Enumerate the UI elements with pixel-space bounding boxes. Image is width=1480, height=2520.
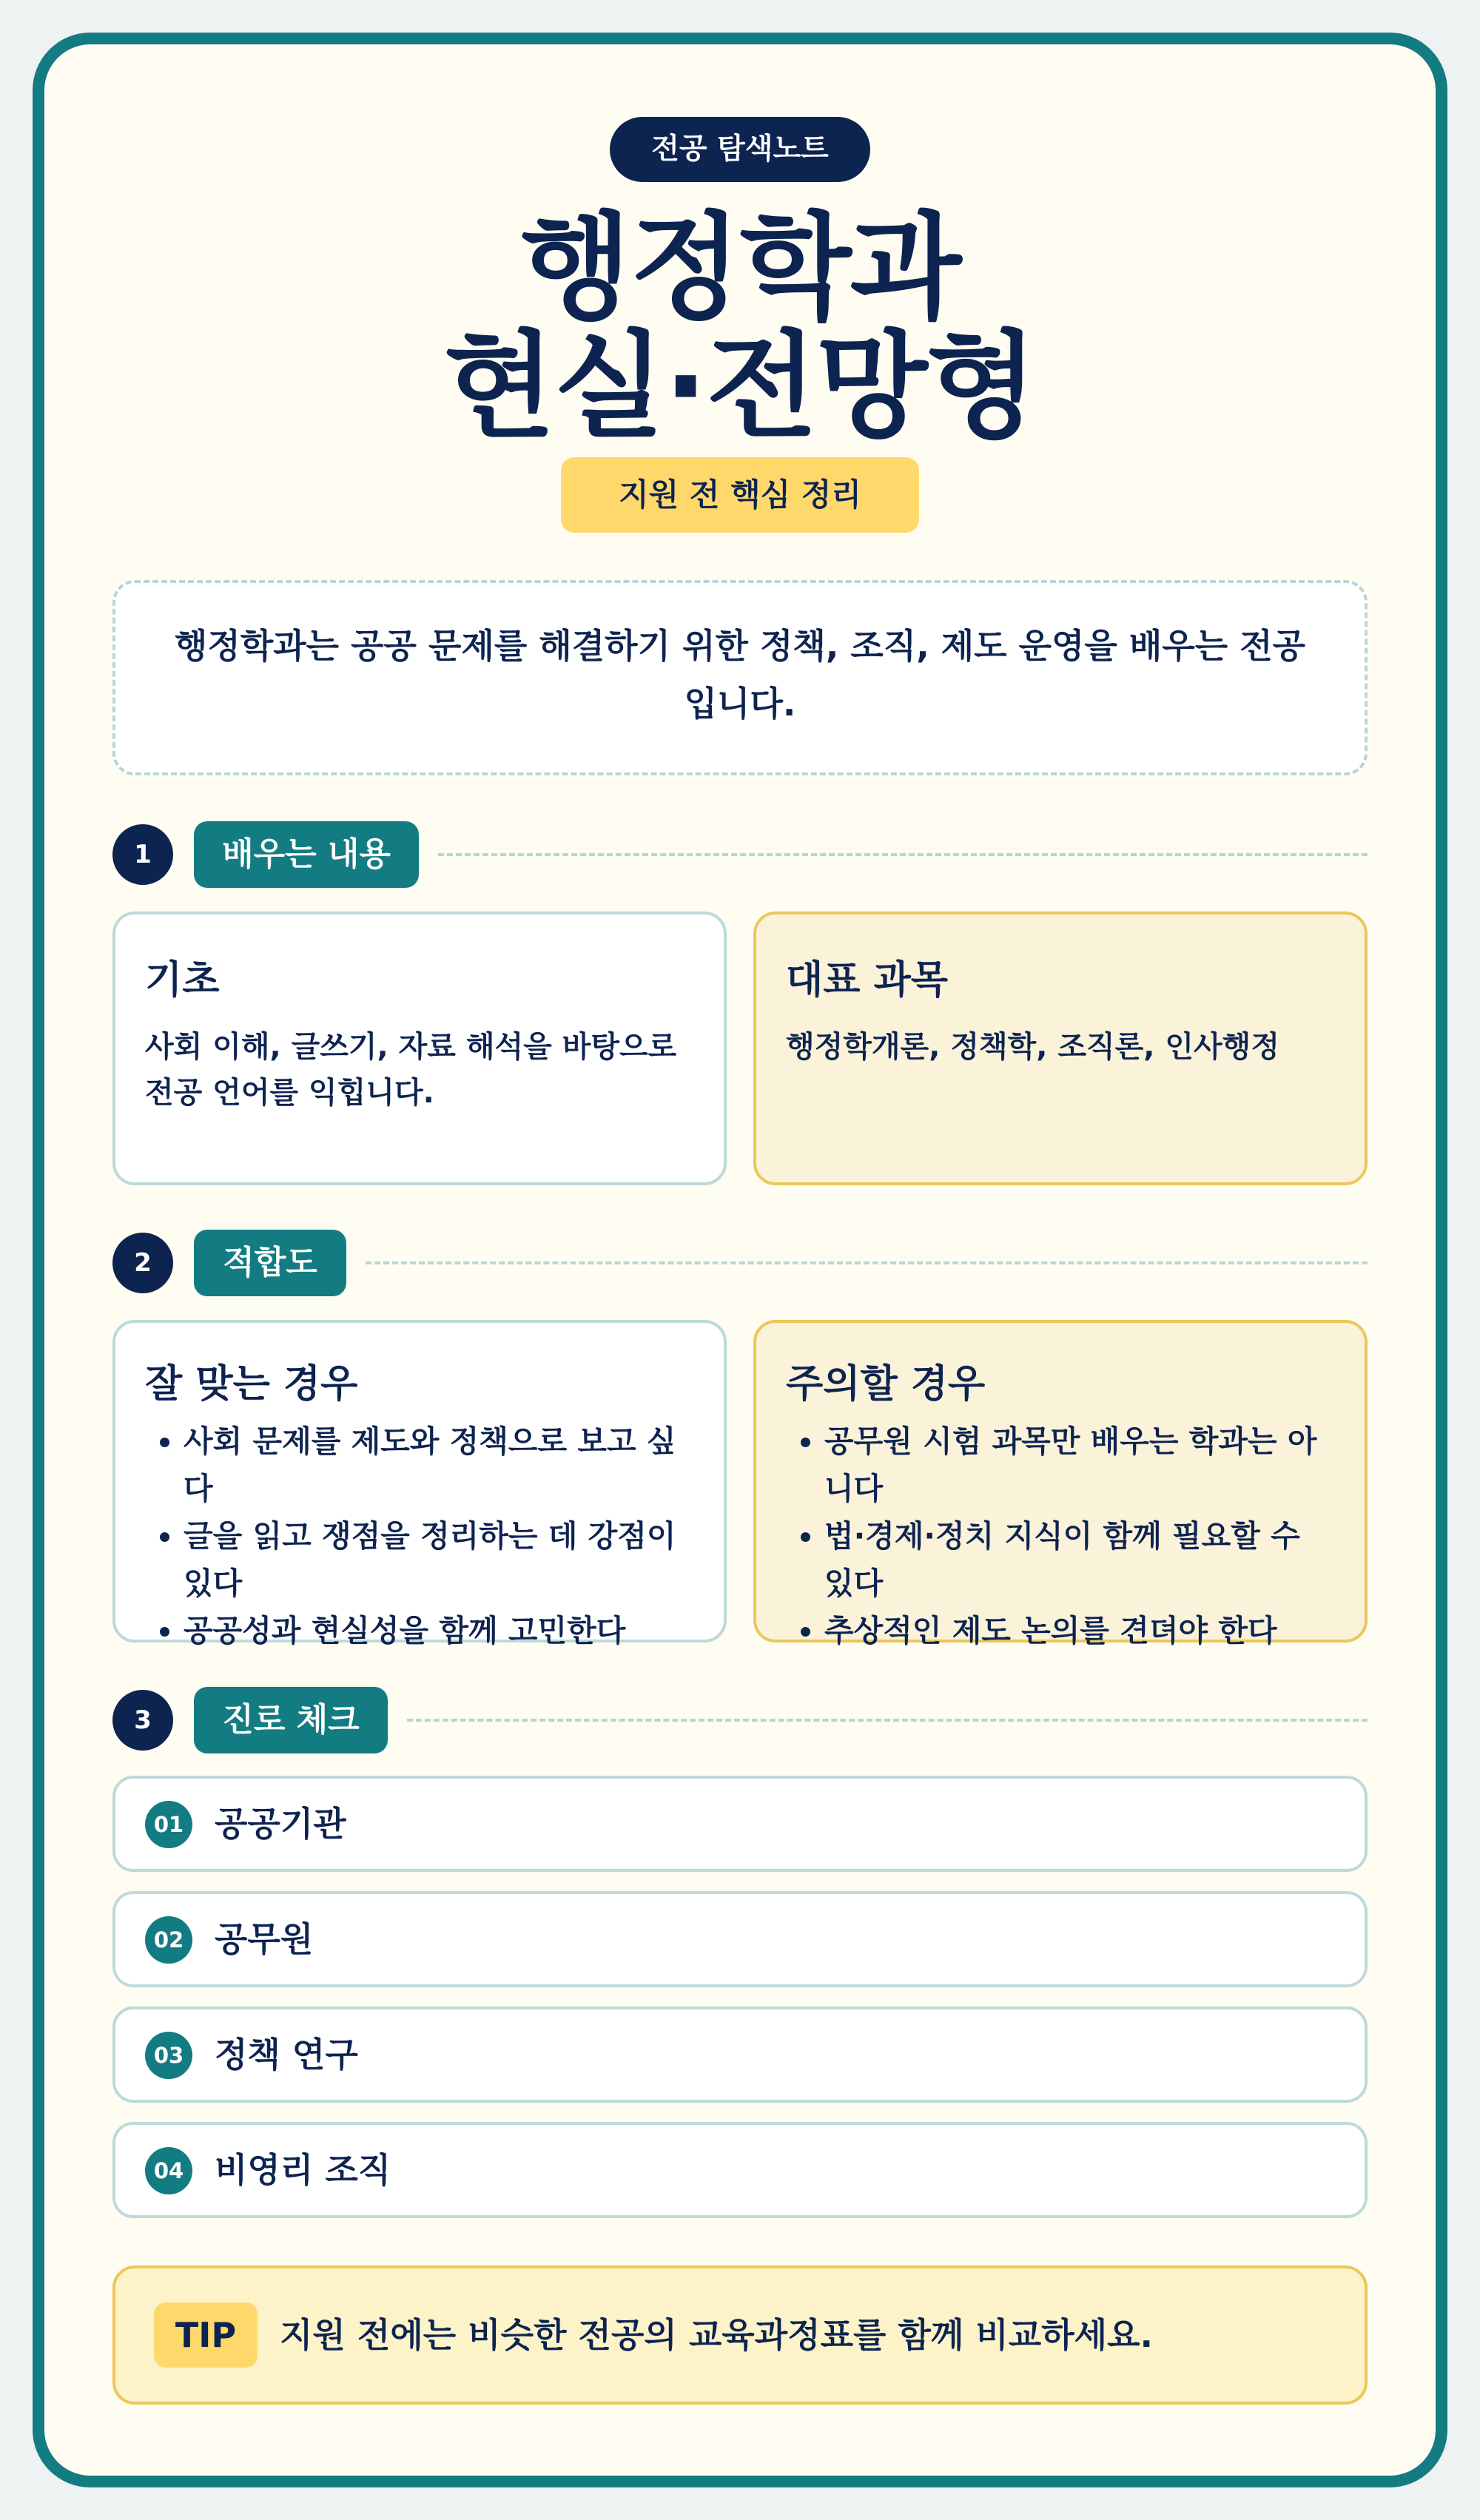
- good-fit-list: [115, 1418, 694, 1654]
- list-item: • 추상적인 제도 논의를 견뎌야 한다: [824, 1607, 1335, 1654]
- courses-card: [753, 912, 1368, 1185]
- career-number: 04: [145, 2147, 192, 2194]
- career-row: [112, 2007, 1368, 2103]
- good-fit-card: [112, 1320, 727, 1648]
- list-item: • 사회 문제를 제도와 정책으로 보고 싶다: [184, 1418, 694, 1512]
- section-label-learning: 배우는 내용: [194, 821, 419, 888]
- career-label: 공공기관: [215, 1804, 346, 1844]
- section-label-fit: 적합도: [194, 1230, 346, 1296]
- tip-text: 지원 전에는 비슷한 전공의 교육과정표를 함께 비교하세요.: [280, 2315, 1154, 2355]
- courses-title: 대표 과목: [786, 958, 949, 1003]
- section-divider: [438, 853, 1368, 856]
- section-label-career: 진로 체크: [194, 1687, 388, 1753]
- caution-title: 주의할 경우: [786, 1362, 986, 1406]
- section-number: 2: [112, 1233, 173, 1293]
- career-row: [112, 2122, 1368, 2218]
- list-item: • 공무원 시험 과목만 배우는 학과는 아니다: [824, 1418, 1335, 1512]
- tip-badge: TIP: [154, 2302, 258, 2368]
- section-divider: [407, 1719, 1368, 1722]
- category-badge: 전공 탐색노트: [610, 117, 870, 182]
- tip-box: [112, 2265, 1368, 2405]
- section-number: 1: [112, 824, 173, 885]
- career-row: [112, 1891, 1368, 1987]
- page-title-line1: 행정학과: [519, 201, 961, 335]
- section-divider: [366, 1261, 1368, 1264]
- career-label: 비영리 조직: [215, 2150, 391, 2190]
- basics-card: [112, 912, 727, 1185]
- career-label: 공무원: [215, 1919, 314, 1959]
- caution-list: [756, 1418, 1335, 1654]
- caution-card: [753, 1320, 1368, 1648]
- basics-text: 사회 이해, 글쓰기, 자료 해석을 바탕으로 전공 언어를 익힙니다.: [145, 1030, 677, 1110]
- career-row: [112, 1776, 1368, 1872]
- good-fit-title: 잘 맞는 경우: [145, 1362, 358, 1406]
- list-item: • 공공성과 현실성을 함께 고민한다: [184, 1607, 694, 1654]
- career-label: 정책 연구: [215, 2035, 358, 2075]
- list-item: • 법·경제·정치 지식이 함께 필요할 수 있다: [824, 1512, 1335, 1607]
- career-number: 01: [145, 1801, 192, 1848]
- basics-title: 기초: [145, 958, 220, 1003]
- career-number: 03: [145, 2032, 192, 2079]
- courses-text: 행정학개론, 정책학, 조직론, 인사행정: [786, 1030, 1279, 1064]
- career-number: 02: [145, 1916, 192, 1964]
- subtitle-badge: 지원 전 핵심 정리: [561, 457, 919, 533]
- list-item: • 글을 읽고 쟁점을 정리하는 데 강점이 있다: [184, 1512, 694, 1607]
- page-title-line2: 현실·전망형: [443, 319, 1037, 454]
- section-number: 3: [112, 1690, 173, 1751]
- intro-text: 행정학과는 공공 문제를 해결하기 위한 정책, 조직, 제도 운영을 배우는 전공입니다.: [112, 580, 1368, 775]
